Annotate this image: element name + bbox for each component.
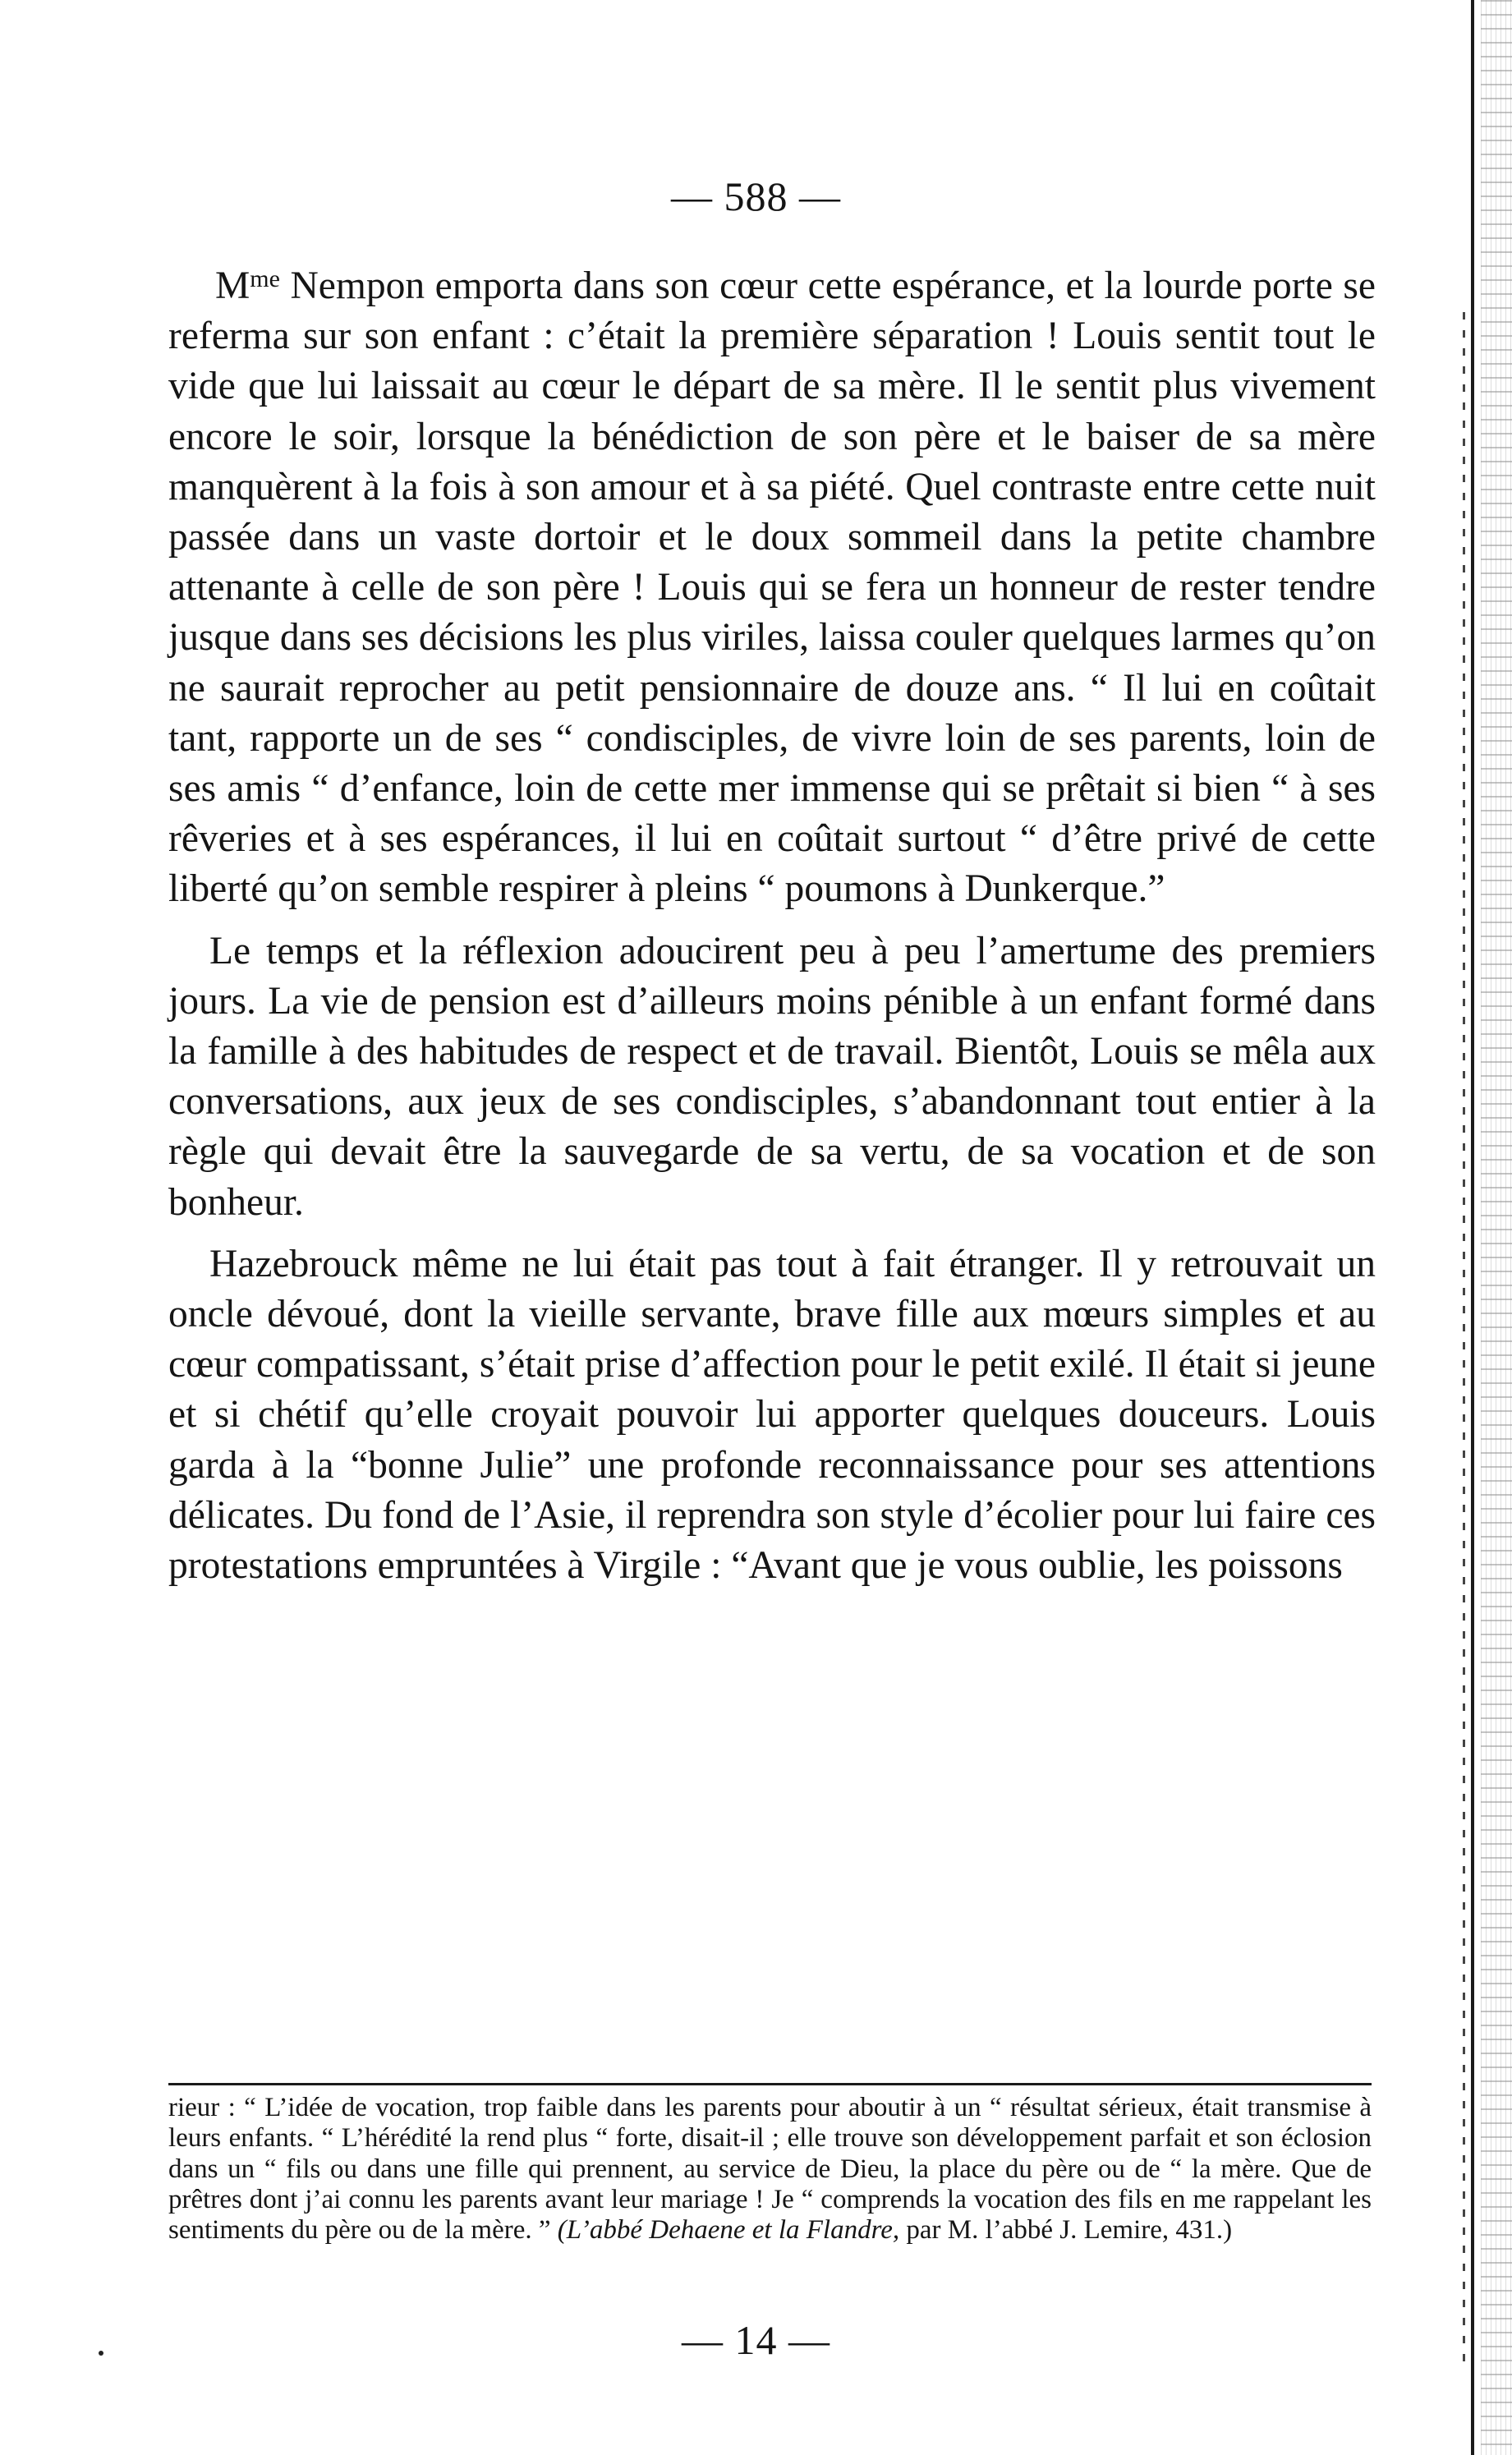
paragraph-1 [168, 261, 1376, 915]
title-abbreviation: M [215, 264, 250, 307]
scan-binding-edge [1458, 0, 1512, 2455]
binding-texture [1481, 0, 1512, 2455]
footnote-reference-title: (L’abbé Dehaene et la Flandre, [557, 2215, 900, 2246]
footnote-divider [168, 2083, 1372, 2085]
page-number: — 588 — [671, 173, 841, 219]
paragraph-1-text: Nempon emporta dans son cœur cette espérance, et la lourde porte se referma sur son enfant : c’était la première séparation ! Louis sentit tout le vide que lui laissait au cœur le départ de sa mère. Il le sentit plus vivement encore le soir, lorsque la bénédiction de son père et le baiser de sa mère manquèrent à la fois à son amour et à sa piété. Quel contraste entre cette nuit passée dans un vaste dortoir et le doux sommeil dans la petite chambre attenante à celle de son père ! Louis qui se fera un honneur de rester tendre jusque dans ses décisions les plus viriles, laissa couler quelques larmes qu’on ne saurait reprocher au petit pensionnaire de douze ans. “ Il lui en coûtait tant, rapporte un de ses “ condisciples, de vivre loin de ses parents, loin de ses amis “ d’enfance, loin de cette mer immense qui se prêtait si bien “ à ses rêveries et à ses espérances, il lui en coûtait surtout “ d’être privé de cette liberté qu’on semble respirer à pleins “ poumons à Dunkerque.” [168, 264, 1376, 911]
binding-dashes [1463, 312, 1465, 2365]
paragraph-3: Hazebrouck même ne lui était pas tout à fait étranger. Il y retrouvait un oncle dévoué, dont la vieille servante, brave fille aux mœurs simples et au cœur compatissant, s’était prise d’affection pour le petit exilé. Il était si jeune et si chétif qu’elle croyait pouvoir lui apporter quelques douceurs. Louis garda à la “bonne Julie” une profonde reconnaissance pour ses attentions délicates. Du fond de l’Asie, il reprendra son style d’écolier pour lui faire ces protestations empruntées à Virgile : “Avant que je vous oublie, les poissons [168, 1242, 1376, 1588]
footnote-text: rieur : “ L’idée de vocation, trop faible dans les parents pour aboutir à un “ résultat sérieux, était transmise à leurs enfants. “ L’hérédité la rend plus “ forte, disait-il ; elle trouve son développement parfait et son éclosion dans un “ fils ou dans une fille qui prennent, au service de Dieu, la place du père ou de “ la mère. Que de prêtres dont j’ai connu les parents avant leur mariage ! Je “ comprends la vocation des fils en me rappelant les sentiments du père ou de la mère. ” [168, 2093, 1372, 2246]
footnote-reference-author: par M. l’abbé J. Lemire, 431.) [906, 2215, 1233, 2246]
paragraph-2: Le temps et la réflexion adoucirent peu à peu l’amertume des premiers jours. La vie de pension est d’ailleurs moins pénible à un enfant formé dans la famille à des habitudes de respect et de travail. Bientôt, Louis se mêla aux conversations, aux jeux de ses condisciples, s’abandonnant tout entier à la règle qui devait être la sauvegarde de sa vertu, de sa vocation et de son bonheur. [168, 929, 1376, 1224]
footnote-paragraph [168, 2093, 1372, 2246]
title-abbreviation-superscript: me [250, 265, 280, 292]
main-text [168, 261, 1376, 1602]
signature-mark: — 14 — [682, 2317, 830, 2363]
binding-line [1471, 0, 1474, 2455]
footnote [168, 2093, 1372, 2246]
scan-speck [99, 2351, 103, 2356]
